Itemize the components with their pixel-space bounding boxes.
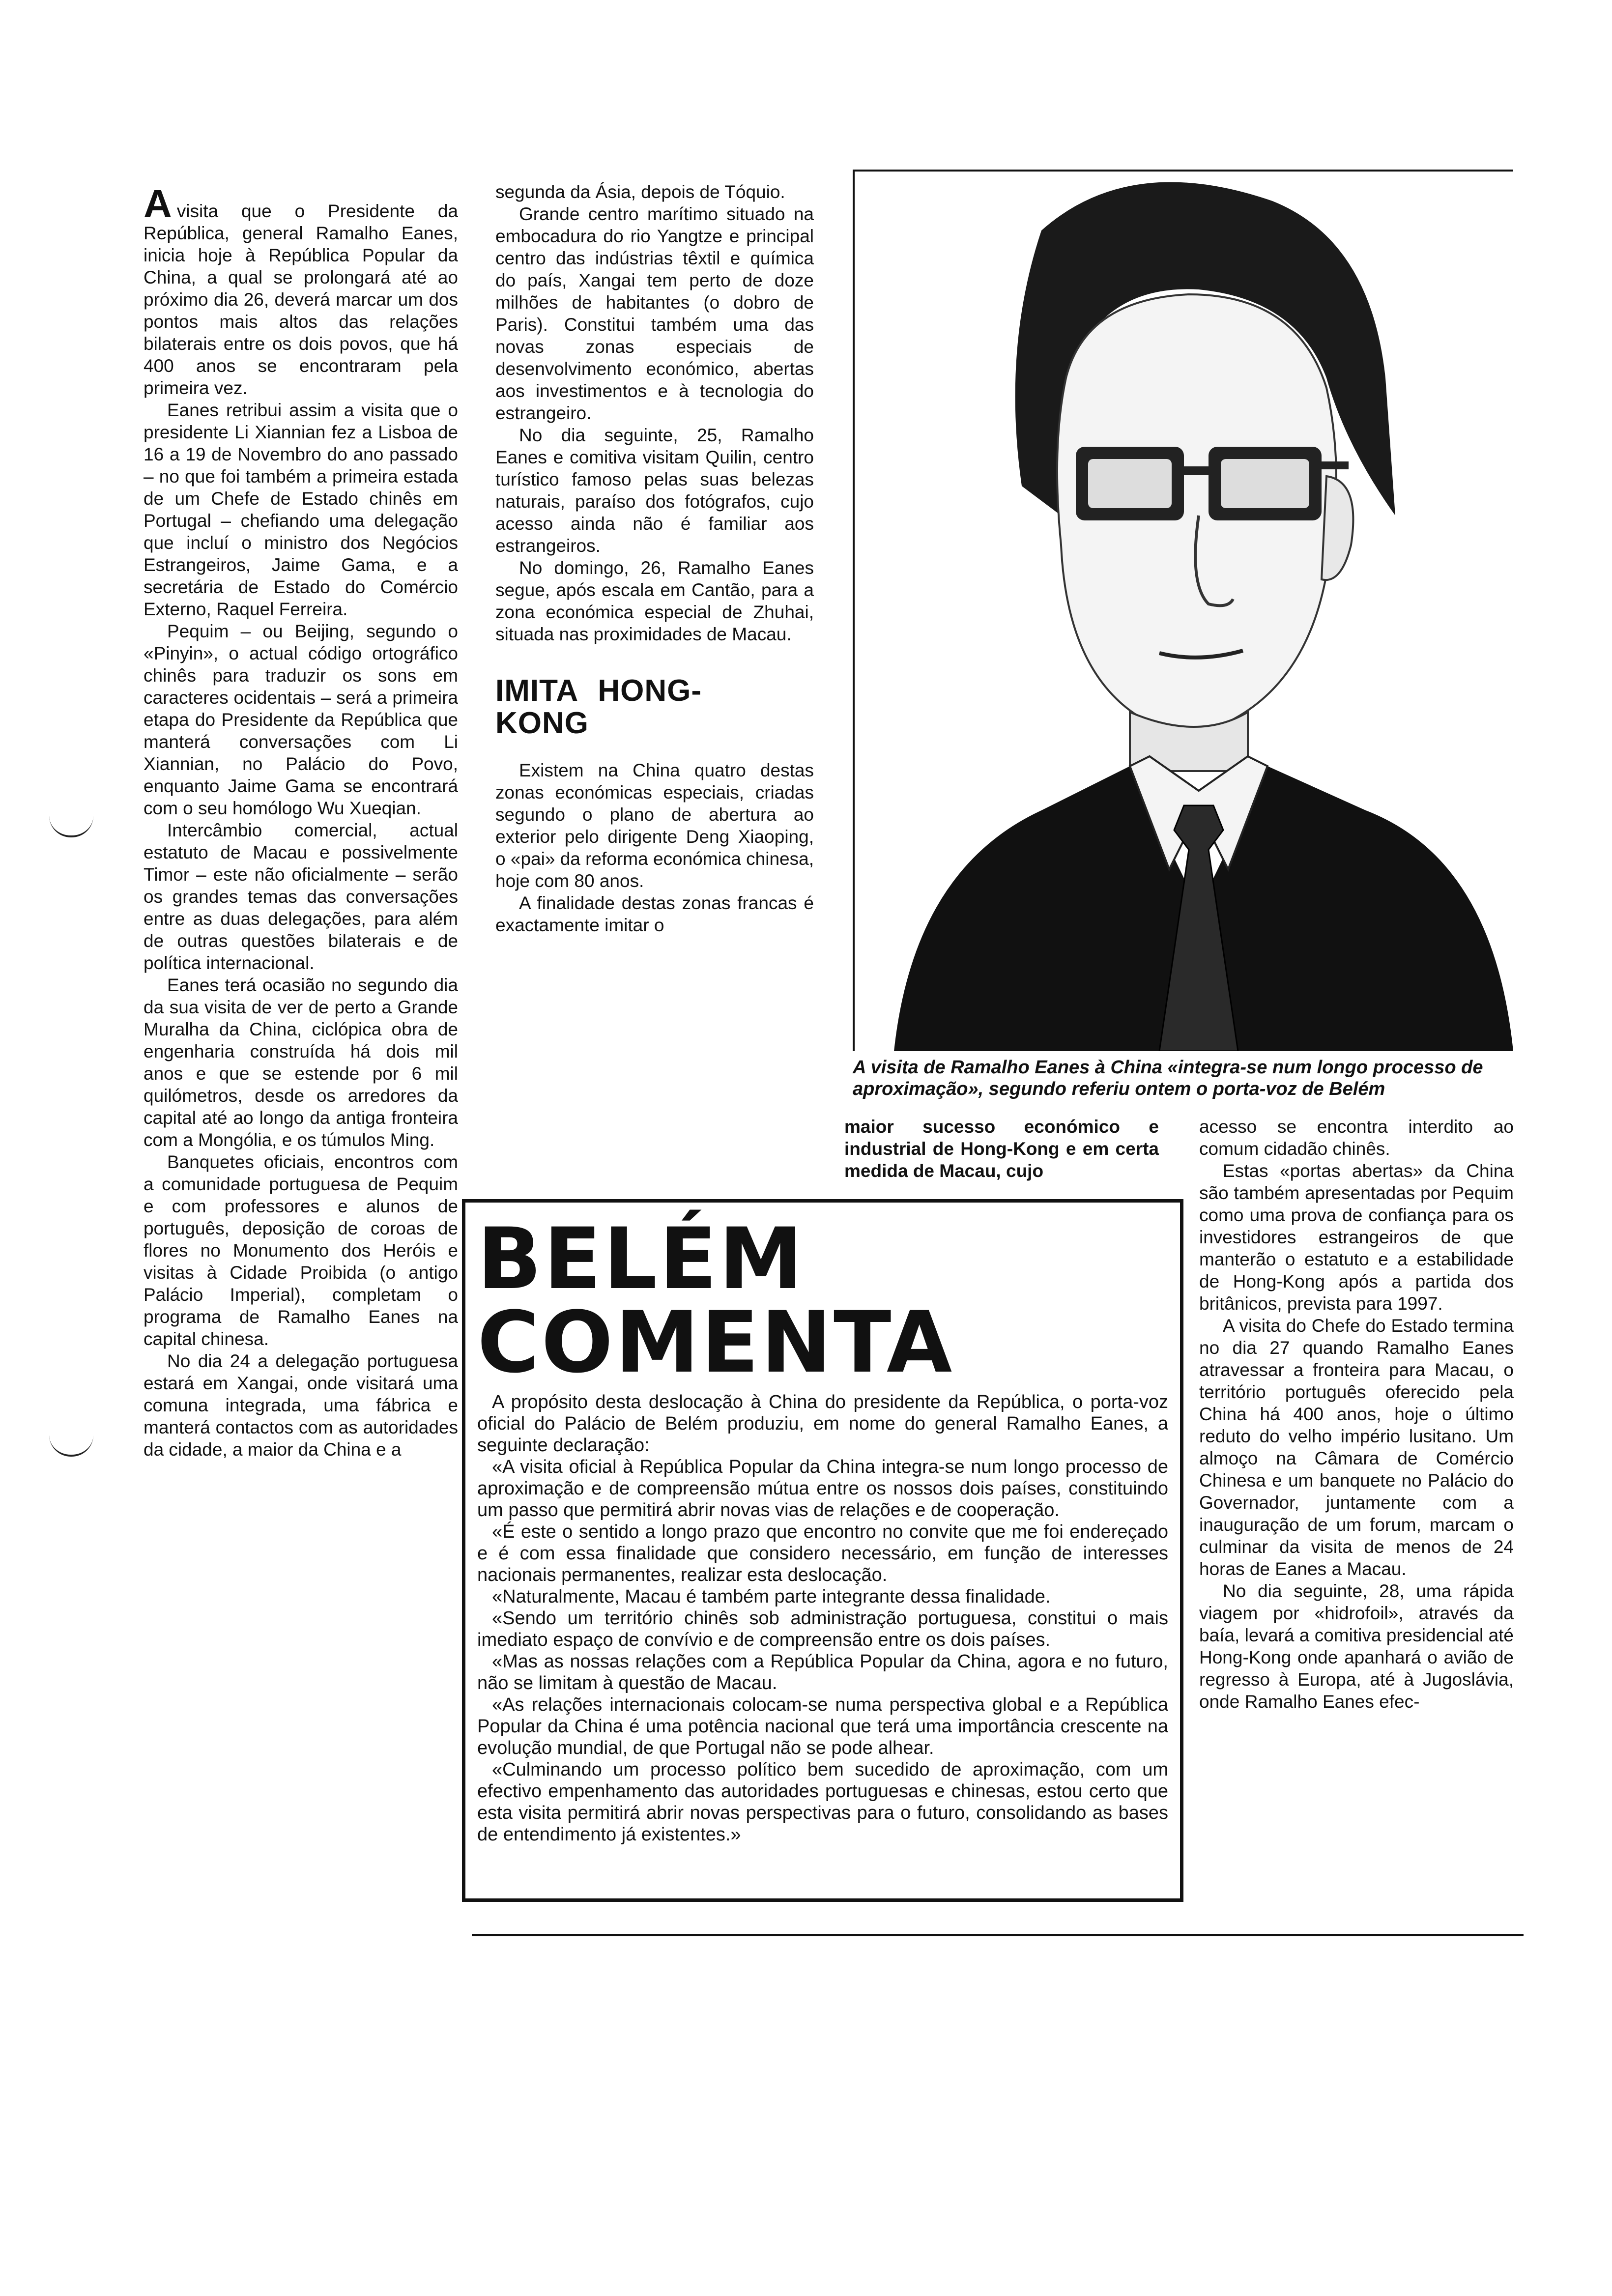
article-column-3b (1199, 1116, 1514, 1713)
binding-hole-mark (49, 816, 93, 837)
paragraph: «Sendo um território chinês sob administração portuguesa, constitui o mais imediato espaço de convívio e de compreensão entre os dois países. (477, 1608, 1168, 1650)
article-column-2 (495, 181, 814, 936)
paragraph: Pequim – ou Beijing, segundo o «Pinyin», o actual código ortográfico chinês para traduzir os sons em caracteres ocidentais – será a primeira etapa do Presidente da República que manterá conversações com Li Xiannian, no Palácio do Povo, enquanto Jaime Gama se encontrará com o seu homólogo Wu Xueqian. (144, 621, 458, 818)
paragraph: «As relações internacionais colocam-se numa perspectiva global e a República Popular da China é uma potência nacional que terá uma importância crescente na evolução mundial, de que Portugal não se pode alhear. (477, 1694, 1168, 1758)
paragraph: Banquetes oficiais, encontros com a comunidade portuguesa de Pequim e com professores e alunos de português, deposição de coroas de flores no Monumento dos Heróis e visitas à Cidade Proibida (o antigo Palácio Imperial), completam o programa de Ramalho Eanes na capital chinesa. (144, 1152, 458, 1349)
paragraph: No domingo, 26, Ramalho Eanes segue, após escala em Cantão, para a zona económica especial de Zhuhai, situada nas proximidades de Macau. (495, 558, 814, 644)
paragraph: segunda da Ásia, depois de Tóquio. (495, 182, 785, 202)
paragraph: Estas «portas abertas» da China são também apresentadas por Pequim como uma prova de confiança para os investidores estrangeiros de que manterão o estatuto e a estabilidade de Hong-Kong após a partida dos britânicos, prevista para 1997. (1199, 1161, 1514, 1314)
article-column-3a (844, 1116, 1159, 1182)
article-column-1 (144, 182, 458, 1461)
bottom-rule (472, 1934, 1524, 1936)
paragraph: Eanes retribui assim a visita que o presidente Li Xiannian fez a Lisboa de 16 a 19 de Novembro do ano passado – no que foi também a primeira estada de um Chefe de Estado chinês em Portugal – chefiando uma delegação que incluí o ministro dos Negócios Estrangeiros, Jaime Gama, e a secretária de Estado do Comércio Externo, Raquel Ferreira. (144, 400, 458, 619)
paragraph: «Culminando um processo político bem sucedido de aproximação, com um efectivo empenhamento das autoridades portuguesas e chinesas, estou certo que esta visita permitirá abrir novas perspectivas para o futuro, consolidando as bases de entendimento já existentes.» (477, 1759, 1168, 1845)
paragraph: «Naturalmente, Macau é também parte integrante dessa finalidade. (492, 1586, 1051, 1607)
paragraph: A finalidade destas zonas francas é exactamente imitar o (495, 893, 814, 935)
binding-hole-mark (49, 1435, 93, 1457)
paragraph: acesso se encontra interdito ao comum cidadão chinês. (1199, 1117, 1514, 1159)
portrait-image (855, 172, 1513, 1051)
paragraph: «Mas as nossas relações com a República Popular da China, agora e no futuro, não se limitam à questão de Macau. (477, 1651, 1168, 1693)
paragraph: «É este o sentido a longo prazo que encontro no convite que me foi endereçado e é com essa finalidade que considero necessário, em função de interesses nacionais permanentes, realizar esta deslocação. (477, 1521, 1168, 1585)
subheading: IMITA HONG-KONG (495, 674, 702, 740)
paragraph: A visita do Chefe do Estado termina no dia 27 quando Ramalho Eanes atravessar a fronteira para Macau, o território português oferecido pela China há 400 anos, hoje o último reduto do velho império lusitano. Um almoço na Câmara de Comércio Chinesa e um banquete no Palácio do Governador, juntamente com a inauguração de um forum, marcam o culminar da visita de menos de 24 horas de Eanes a Macau. (1199, 1316, 1514, 1579)
box-body (477, 1391, 1168, 1845)
paragraph: Grande centro marítimo situado na embocadura do rio Yangtze e principal centro das indústrias têxtil e química do país, Xangai tem perto de doze milhões de habitantes (o dobro de Paris). Constitui também uma das novas zonas especiais de desenvolvimento económico, abertas aos investimentos e à tecnologia do estrangeiro. (495, 204, 814, 423)
paragraph: Intercâmbio comercial, actual estatuto de Macau e possivelmente Timor – este não oficialmente – serão os grandes temas das conversações entre as duas delegações, para além de outras questões bilaterais e de política internacional. (144, 820, 458, 973)
paragraph: Existem na China quatro destas zonas económicas especiais, criadas segundo o plano de abertura ao exterior pelo dirigente Deng Xiaoping, o «pai» da reforma económica chinesa, hoje com 80 anos. (495, 760, 814, 891)
paragraph: No dia seguinte, 25, Ramalho Eanes e comitiva visitam Quilin, centro turístico famoso pelas suas belezas naturais, paraíso dos fotógrafos, cujo acesso ainda não é familiar aos estrangeiros. (495, 425, 814, 556)
paragraph: No dia seguinte, 28, uma rápida viagem por «hidrofoil», através da baía, levará a comitiva presidencial até Hong-Kong onde apanhará o avião de regresso à Europa, até à Jugoslávia, onde Ramalho Eanes efec- (1199, 1581, 1514, 1712)
sidebar-box (462, 1199, 1183, 1902)
paragraph: visita que o Presidente da República, general Ramalho Eanes, inicia hoje à República Popular da China, a qual se prolongará até ao próximo dia 26, deverá marcar um dos pontos mais altos das relações bilaterais entre os dois povos, que há 400 anos se encontraram pela primeira vez. (144, 201, 458, 398)
paragraph: Eanes terá ocasião no segundo dia da sua visita de ver de perto a Grande Muralha da China, ciclópica obra de engenharia construída há dois mil anos e que se estende por 6 mil quilómetros, desde os arredores da capital até ao longo da antiga fronteira com a Mongólia, e os túmulos Ming. (144, 975, 458, 1150)
portrait-photo (853, 170, 1513, 1051)
drop-cap: A (144, 182, 172, 226)
photo-caption: A visita de Ramalho Eanes à China «integra-se num longo processo de aproximação», segundo referiu ontem o porta-voz de Belém (853, 1057, 1483, 1099)
paragraph: A propósito desta deslocação à China do presidente da República, o porta-voz oficial do Palácio de Belém produziu, em nome do general Ramalho Eanes, a seguinte declaração: (477, 1392, 1168, 1456)
paragraph: No dia 24 a delegação portuguesa estará em Xangai, onde visitará uma comuna integrada, uma fábrica e manterá contactos com as autoridades da cidade, a maior da China e a (144, 1351, 458, 1460)
paragraph: maior sucesso económico e industrial de Hong-Kong e em certa medida de Macau, cujo (844, 1117, 1159, 1181)
box-title: BELÉM COMENTA (477, 1209, 954, 1392)
paragraph: «A visita oficial à República Popular da China integra-se num longo processo de aproximação e de compreensão mútua entre os nossos dois países, constituindo um passo que permitirá abrir novas vias de relações e de cooperação. (477, 1457, 1168, 1521)
